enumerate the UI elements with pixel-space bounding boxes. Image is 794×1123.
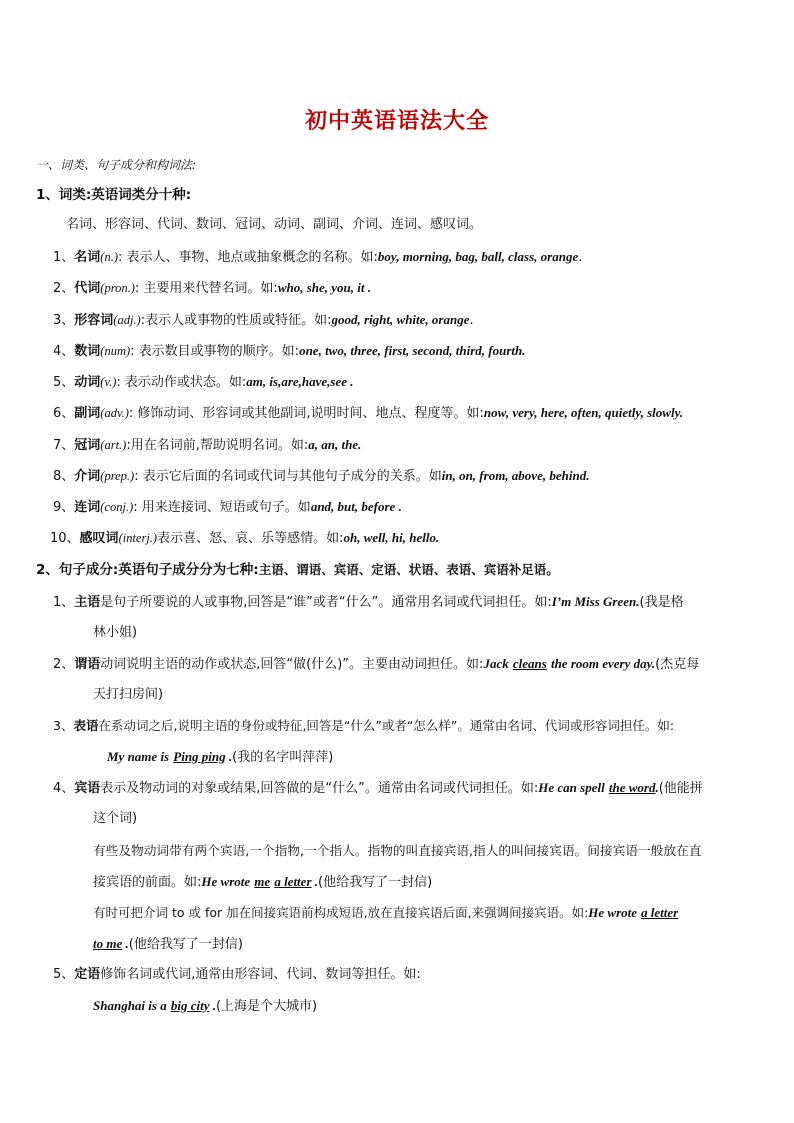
item-number: 5、 (53, 375, 75, 390)
item-number: 4、 (53, 344, 75, 359)
example-part: He wrote (201, 874, 251, 889)
example-underlined: the word (608, 780, 656, 795)
example-words: good, right, white, orange (331, 312, 470, 327)
paragraph-text: 有时可把介词 to 或 for 加在间接宾语前构成短语,放在直接宾语后面,来强调间接宾语。如: (93, 905, 589, 920)
colon: : (126, 438, 131, 453)
item-description: 用在名词前,帮助说明名词。如: (130, 438, 309, 453)
trailing-period: . (469, 313, 474, 328)
object-indirect-paragraph-line2 (93, 873, 432, 892)
word-class-name: 感叹词 (79, 531, 119, 546)
attribute-example (93, 997, 317, 1016)
example-part: My name is (107, 749, 170, 764)
component-subject (53, 593, 684, 612)
component-predicative (53, 717, 674, 735)
example-part: . (225, 749, 233, 764)
example-part: the room every day. (550, 656, 656, 671)
example-translation: (他给我写了一封信) (128, 937, 243, 952)
part2-heading: 2、句子成分:英语句子成分分为七种: (36, 562, 259, 578)
component-predicate (53, 655, 699, 674)
word-class-name: 数词 (74, 344, 101, 359)
term-object: 宾语 (74, 781, 101, 796)
part1-word-class-list: 名词、形容词、代词、数词、冠词、动词、副词、介词、连词、感叹词。 (66, 217, 483, 232)
object-prep-paragraph-line1 (93, 904, 678, 922)
word-class-item (53, 373, 354, 392)
word-class-item (50, 529, 439, 548)
object-indirect-paragraph-line1: 有些及物动词带有两个宾语,一个指物,一个指人。指物的叫直接宾语,指人的叫间接宾语。间接宾语一般放在直 (93, 843, 702, 858)
example-part: . (311, 874, 318, 889)
item-description: 表示它后面的名词或代词与其他句子成分的关系。如 (138, 469, 442, 484)
example-words: one, two, three, first, second, third, fourth. (299, 343, 526, 358)
item-description: 表示人或事物的性质或特征。如: (145, 313, 332, 328)
example-part: . (209, 998, 216, 1013)
word-class-abbr: (pron.) (100, 281, 135, 295)
colon: : (140, 313, 146, 328)
example-words: who, she, you, it . (277, 280, 371, 295)
word-class-item (53, 404, 683, 423)
word-class-name: 介词 (74, 469, 101, 484)
example-translation: (上海是个大城市) (215, 999, 318, 1014)
word-class-name: 连词 (74, 500, 101, 515)
example-part: He can spell (538, 780, 605, 795)
word-class-abbr: (art.) (100, 438, 127, 452)
example-words: and, but, before . (310, 499, 402, 514)
colon: : (128, 406, 134, 421)
term-attribute: 定语 (74, 967, 101, 982)
item-description: 表示动作或状态。如: (120, 375, 247, 390)
colon: : (133, 500, 138, 515)
item-description: 主要用来代替名词。如: (139, 281, 278, 296)
word-class-item (53, 279, 371, 298)
item-description: 是句子所要说的人或事物,回答是“谁”或者“什么”。通常用名词或代词担任。如: (100, 595, 552, 610)
word-class-abbr: (adv.) (100, 406, 129, 420)
colon: : (118, 250, 123, 265)
trailing-period: . (578, 250, 583, 265)
word-class-name: 副词 (74, 406, 101, 421)
word-class-item (53, 248, 582, 267)
item-description: 表示数目或事物的顺序。如: (134, 344, 300, 359)
word-class-abbr: (conj.) (100, 500, 134, 514)
colon: : (130, 344, 135, 359)
item-number: 7、 (53, 438, 75, 453)
item-number: 3、 (53, 313, 75, 328)
item-number: 6、 (53, 406, 75, 421)
item-description: 修饰名词或代词,通常由形容词、代词、数词等担任。如: (100, 967, 421, 982)
example-part: Jack (483, 656, 509, 671)
item-description: 修饰动词、形容词或其他副词,说明时间、地点、程度等。如: (133, 406, 484, 421)
item-number: 4、 (53, 781, 75, 796)
example-translation: (我的名字叫萍萍) (232, 750, 334, 765)
example-part: . (122, 936, 129, 951)
example-part: . (655, 780, 659, 795)
item-number: 10、 (50, 531, 80, 546)
word-class-abbr: (adj.) (113, 313, 141, 327)
example-words: oh, well, hi, hello. (343, 530, 440, 545)
word-class-item (53, 311, 474, 330)
item-number: 5、 (53, 967, 75, 982)
example-underlined: me (254, 874, 271, 889)
colon: : (116, 375, 121, 390)
predicate-continuation: 天打扫房间) (93, 687, 164, 702)
example-underlined: a letter (641, 905, 679, 920)
example-translation: (他能拼 (658, 781, 703, 796)
item-description: 表示及物动词的对象或结果,回答做的是“什么”。通常由名词或代词担任。如: (100, 781, 539, 796)
example-words: in, on, from, above, behind. (441, 468, 590, 483)
example-translation: (他给我写了一封信) (318, 875, 433, 890)
item-number: 3、 (53, 718, 74, 733)
example-underlined: big city (170, 998, 210, 1013)
example-underlined: to me (93, 936, 123, 951)
word-class-item (53, 436, 361, 455)
word-class-abbr: (interj.) (118, 531, 158, 545)
example-sentence: I’m Miss Green. (551, 594, 640, 609)
document-title: 初中英语语法大全 (304, 108, 489, 134)
object-continuation: 这个词) (93, 811, 138, 826)
word-class-abbr: (num) (100, 344, 131, 358)
item-description: 表示喜、怒、哀、乐等感情。如: (157, 531, 344, 546)
example-underlined: a letter (274, 874, 312, 889)
item-number: 1、 (53, 595, 75, 610)
colon: : (134, 281, 140, 296)
word-class-name: 代词 (74, 281, 101, 296)
word-class-name: 冠词 (74, 438, 101, 453)
part1-heading: 1、词类:英语词类分十种: (36, 187, 192, 203)
item-number: 1、 (53, 250, 75, 265)
word-class-item (53, 342, 526, 361)
object-prep-paragraph-line2 (93, 935, 243, 954)
section-one-heading: 一、词类、句子成分和构词法: (36, 158, 197, 172)
word-class-item (53, 498, 402, 517)
paragraph-text: 接宾语的前面。如: (93, 875, 202, 890)
term-predicative: 表语 (73, 718, 99, 733)
word-class-abbr: (v.) (100, 375, 117, 389)
subject-continuation: 林小姐) (93, 625, 138, 640)
example-words: a, an, the. (308, 437, 362, 452)
example-words: now, very, here, often, quietly, slowly. (483, 405, 684, 420)
example-part: He wrote (588, 905, 638, 920)
item-number: 8、 (53, 469, 75, 484)
part2-heading-line (36, 561, 559, 579)
example-part: Shanghai is a (93, 998, 167, 1013)
item-description: 用来连接词、短语或句子。如 (137, 500, 311, 515)
example-words: am, is,are,have,see . (246, 374, 354, 389)
word-class-abbr: (n.) (100, 250, 118, 264)
example-underlined: cleans (512, 656, 547, 671)
colon: : (134, 469, 139, 484)
example-translation: (我是格 (639, 595, 684, 610)
item-description: 动词说明主语的动作或状态,回答“做(什么)”。主要由动词担任。如: (100, 657, 484, 672)
word-class-name: 形容词 (74, 313, 114, 328)
example-words: boy, morning, bag, ball, class, orange (377, 249, 579, 264)
example-underlined: Ping ping (173, 749, 226, 764)
predicative-example (107, 748, 333, 767)
word-class-item (53, 467, 589, 486)
item-description: 表示人、事物、地点或抽象概念的名称。如: (122, 250, 378, 265)
item-number: 9、 (53, 500, 75, 515)
word-class-abbr: (prep.) (100, 469, 135, 483)
part2-component-list: 主语、谓语、宾语、定语、状语、表语、宾语补足语。 (258, 562, 559, 577)
word-class-name: 动词 (74, 375, 101, 390)
term-predicate: 谓语 (74, 657, 101, 672)
component-object (53, 779, 703, 798)
component-attribute (53, 966, 421, 984)
word-class-name: 名词 (74, 250, 101, 265)
item-description: 在系动词之后,说明主语的身份或特征,回答是“什么”或者“怎么样”。通常由名词、代词或形容词担任。如: (98, 718, 675, 733)
example-translation: (杰克每 (655, 657, 700, 672)
term-subject: 主语 (74, 595, 101, 610)
item-number: 2、 (53, 281, 75, 296)
item-number: 2、 (53, 657, 75, 672)
